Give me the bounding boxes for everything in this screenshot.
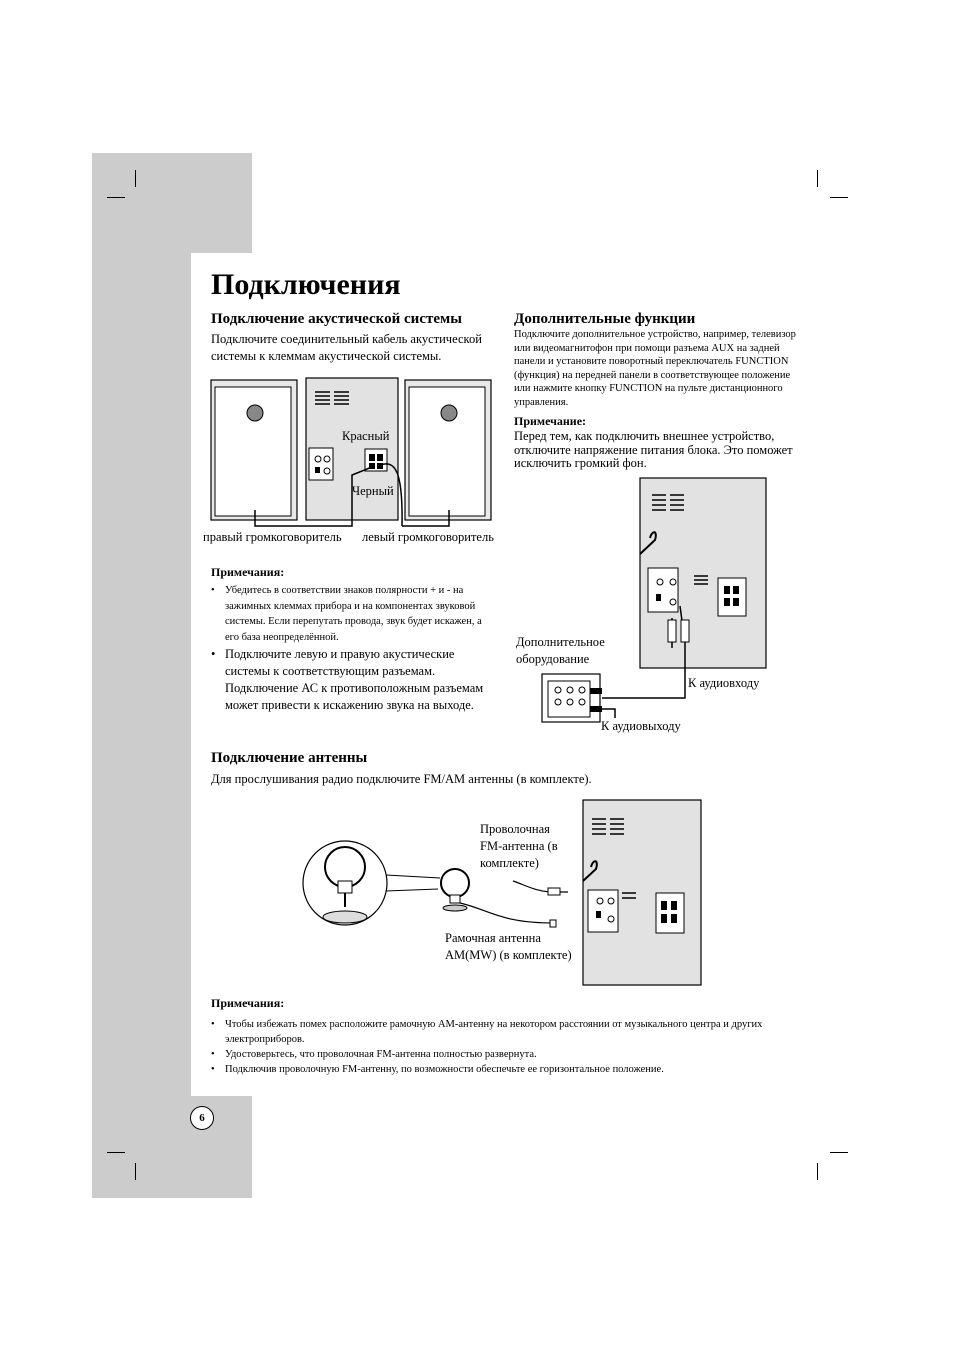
- speaker-notes-title: Примечания:: [211, 565, 285, 579]
- page-title: Подключения: [211, 268, 401, 301]
- list-item: • Подключите левую и правую акустические системы к соответствующим разъемам. Подключение АС к противоположным разъемам может привести к искажению звука на выходе.: [211, 646, 496, 714]
- label-left-speaker: левый громкоговоритель: [362, 530, 494, 544]
- page-number: 6: [190, 1106, 214, 1130]
- list-item: • Чтобы избежать помех расположите рамочную AM-антенну на некотором расстоянии от музыкального центра и других электроприборов.: [211, 1017, 791, 1047]
- list-item: • Удостоверьтесь, что проволочная FM-антенна полностью развернута.: [211, 1047, 791, 1062]
- speaker-heading: Подключение акустической системы: [211, 311, 462, 327]
- margin-band-top: [92, 153, 252, 253]
- extra-heading: Дополнительные функции: [514, 311, 696, 327]
- label-am-antenna: Рамочная антенна AM(MW) (в комплекте): [445, 931, 572, 962]
- label-equipment: Дополнительное оборудование: [516, 635, 605, 666]
- antenna-text: Для прослушивания радио подключите FM/AM антенны (в комплекте).: [211, 772, 592, 786]
- extra-note-text: Перед тем, как подключить внешнее устройство, отключите напряжение питания блока. Это поможет исключить громкий фон.: [514, 429, 793, 470]
- extra-note-title: Примечание:: [514, 414, 587, 428]
- margin-band-side: [92, 253, 191, 1096]
- label-red: Красный: [342, 429, 390, 443]
- label-fm-antenna: Проволочная FM-антенна (в комплекте): [480, 822, 558, 870]
- margin-band-bottom: [92, 1096, 252, 1198]
- speaker-diagram: [205, 375, 505, 535]
- label-audio-out: К аудиовыходу: [601, 719, 681, 733]
- extra-text: Подключите дополнительное устройство, например, телевизор или видеомагнитофон при помощи разъема AUX на задней панели и установите поворотный переключатель FUNCTION (функция) на передней панели в соответствующее положение или нажмите кнопку FUNCTION на пульте дистанционного управления.: [514, 329, 796, 408]
- antenna-notes: [211, 1017, 791, 1077]
- list-item: • Убедитесь в соответствии знаков полярности + и - на зажимных клеммах прибора и на компонентах звуковой системы. Если перепутать провода, звук будет искажен, а его база неопределённой.: [211, 583, 496, 645]
- label-right-speaker: правый громкоговоритель: [203, 530, 342, 544]
- aux-diagram: [540, 478, 770, 738]
- label-black: Черный: [352, 484, 394, 498]
- speaker-text: Подключите соединительный кабель акустической системы к клеммам акустической системы.: [211, 332, 482, 363]
- speaker-notes: [211, 583, 496, 714]
- list-item: • Подключив проволочную FM-антенну, по возможности обеспечьте ее горизонтальное положение.: [211, 1062, 791, 1077]
- antenna-notes-title: Примечания:: [211, 996, 285, 1010]
- label-audio-in: К аудиовходу: [688, 676, 760, 690]
- antenna-heading: Подключение антенны: [211, 750, 368, 766]
